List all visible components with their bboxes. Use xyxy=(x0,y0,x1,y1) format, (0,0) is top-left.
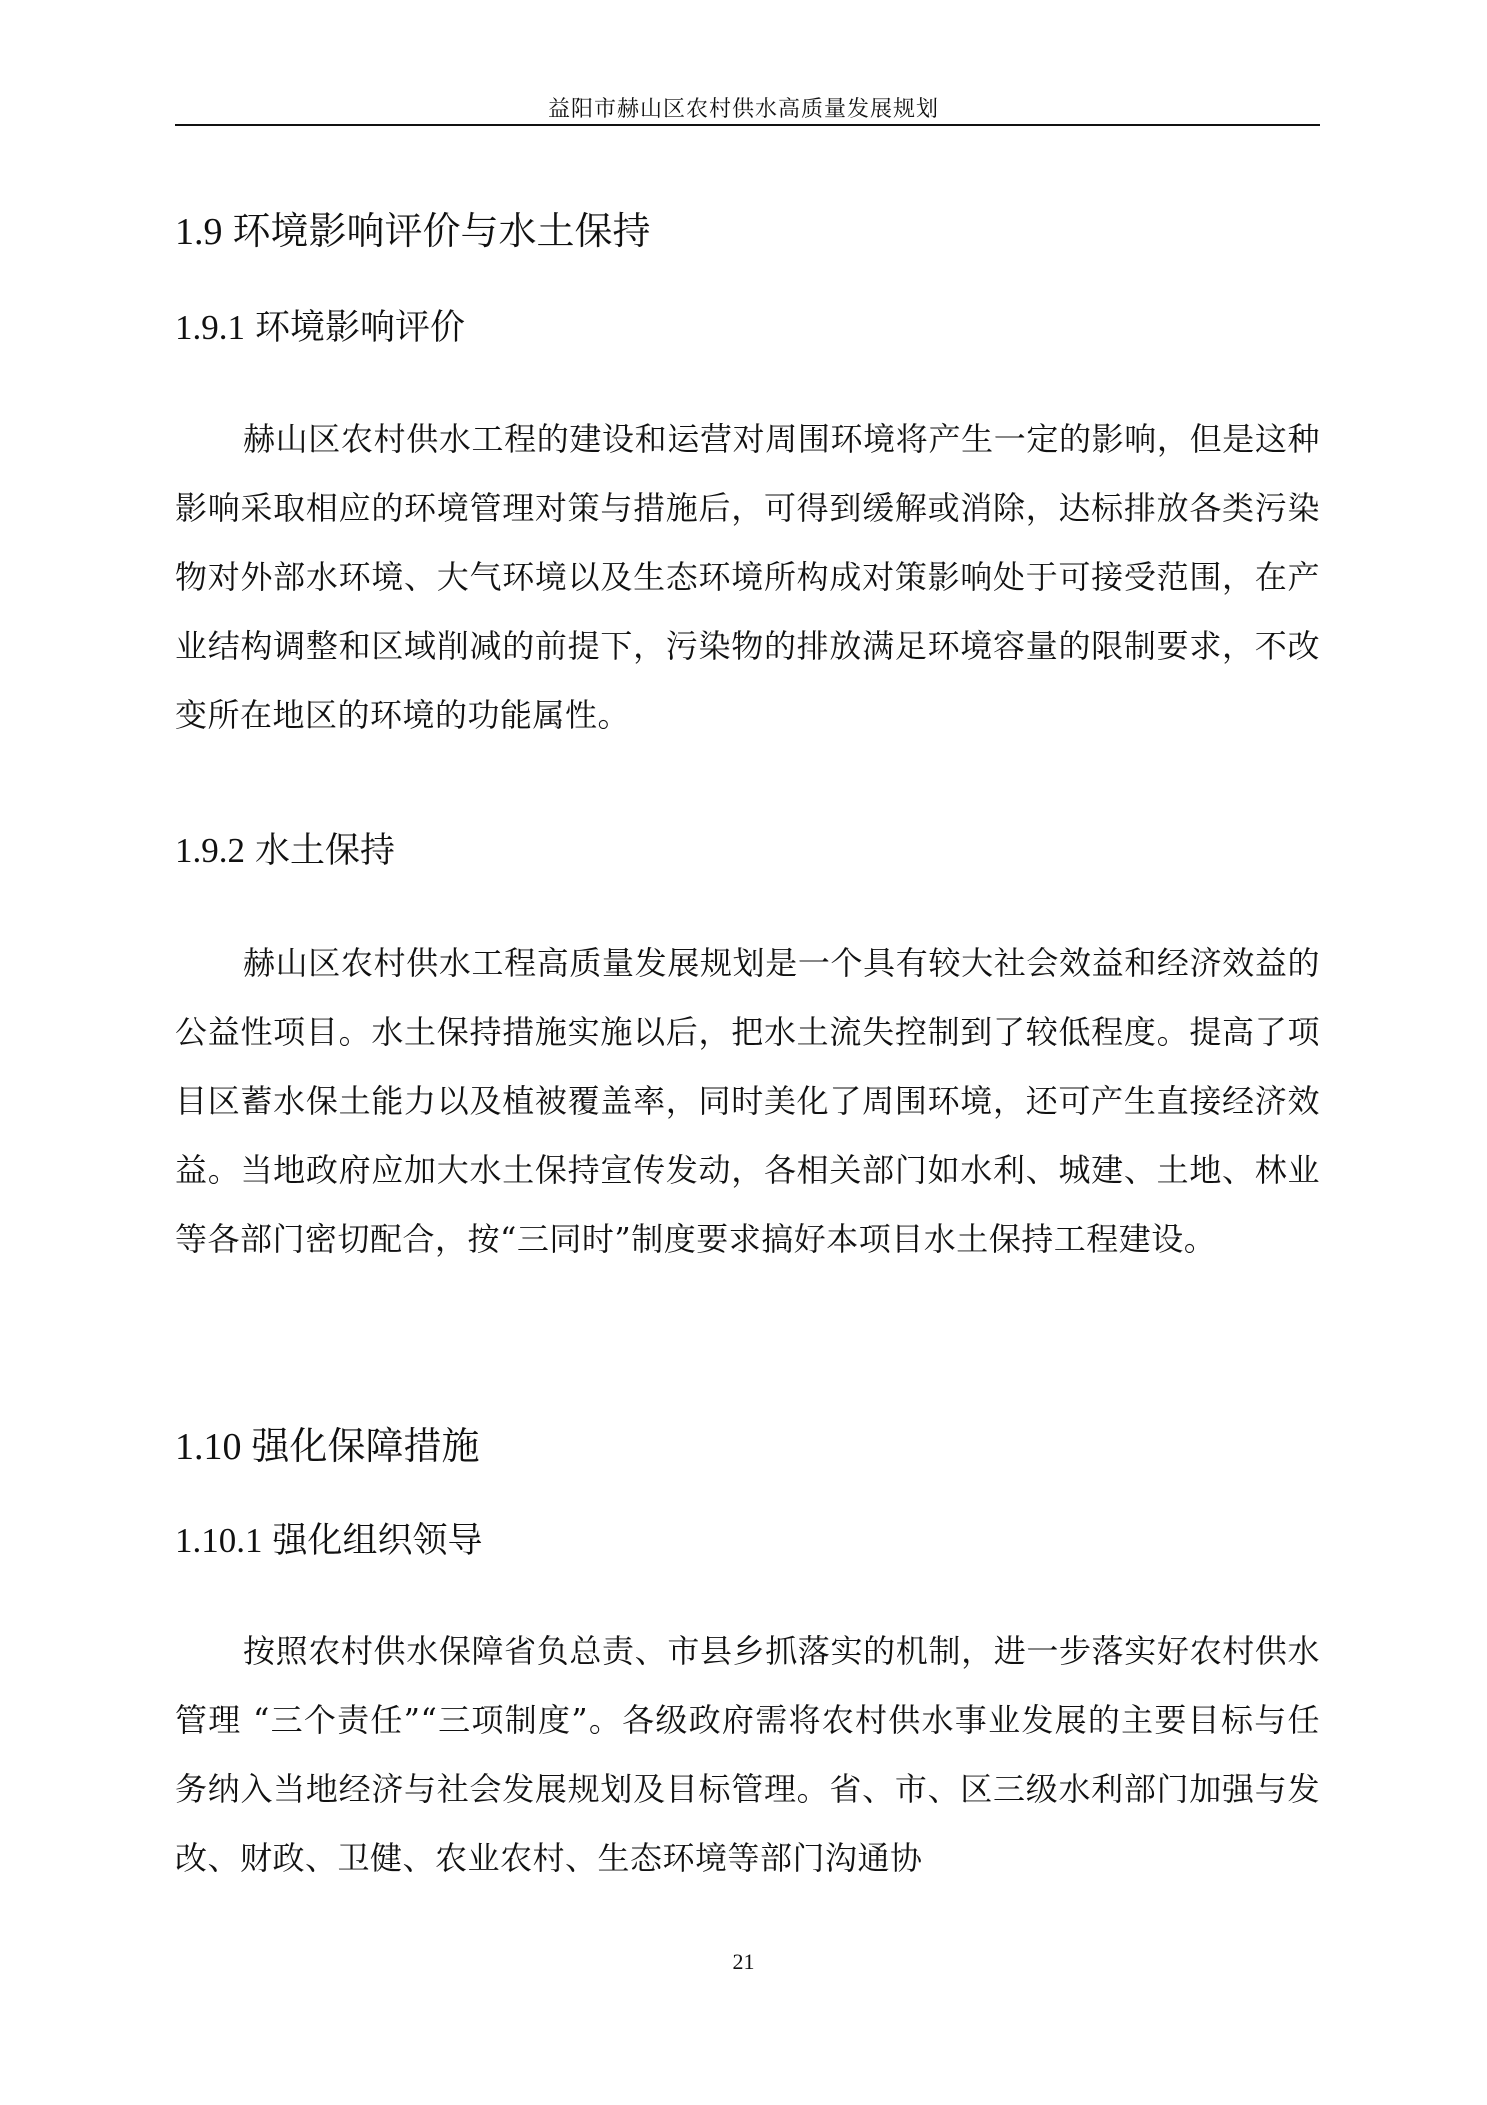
running-header: 益阳市赫山区农村供水高质量发展规划 xyxy=(547,97,939,122)
section-title: 水土保持 xyxy=(255,831,396,871)
paragraph-environment-impact: 赫山区农村供水工程的建设和运营对周围环境将产生一定的影响，但是这种影响采取相应的环境管理对策与措施后，可得到缓解或消除，达标排放各类污染物对外部水环境、大气环境以及生态环境所构成对策影响处于可接受范围，在产业结构调整和区域削减的前提下，污染物的排放满足环境容量的限制要求，不改变所在地区的环境的功能属性。 xyxy=(175,420,1320,734)
page-number: 21 xyxy=(732,1949,755,1974)
section-number: 1.10 xyxy=(175,1426,242,1468)
section-title: 强化保障措施 xyxy=(251,1424,480,1468)
section-heading-1-10 xyxy=(175,1415,480,1470)
section-heading-1-9-2 xyxy=(175,823,395,873)
section-number: 1.9.2 xyxy=(175,831,245,870)
section-number: 1.9.1 xyxy=(175,308,245,347)
section-heading-1-9-1 xyxy=(175,300,465,350)
paragraph-organization-leadership: 按照农村供水保障省负总责、市县乡抓落实的机制，进一步落实好农村供水管理 “三个责任”“三项制度”。各级政府需将农村供水事业发展的主要目标与任务纳入当地经济与社会发展规划及目标管理。省、市、区三级水利部门加强与发改、财政、卫健、农业农村、生态环境等部门沟通协 xyxy=(175,1632,1320,1877)
section-title: 强化组织领导 xyxy=(272,1521,483,1561)
section-title: 环境影响评价与水土保持 xyxy=(232,209,651,253)
section-heading-1-9 xyxy=(175,200,651,255)
section-number: 1.10.1 xyxy=(175,1521,263,1560)
section-title: 环境影响评价 xyxy=(255,308,466,348)
section-heading-1-10-1 xyxy=(175,1513,483,1563)
header-rule xyxy=(175,124,1320,126)
paragraph-soil-water-conservation: 赫山区农村供水工程高质量发展规划是一个具有较大社会效益和经济效益的公益性项目。水土保持措施实施以后，把水土流失控制到了较低程度。提高了项目区蓄水保土能力以及植被覆盖率，同时美化了周围环境，还可产生直接经济效益。当地政府应加大水土保持宣传发动，各相关部门如水利、城建、土地、林业等各部门密切配合，按“三同时”制度要求搞好本项目水土保持工程建设。 xyxy=(175,944,1320,1258)
section-number: 1.9 xyxy=(175,211,223,253)
